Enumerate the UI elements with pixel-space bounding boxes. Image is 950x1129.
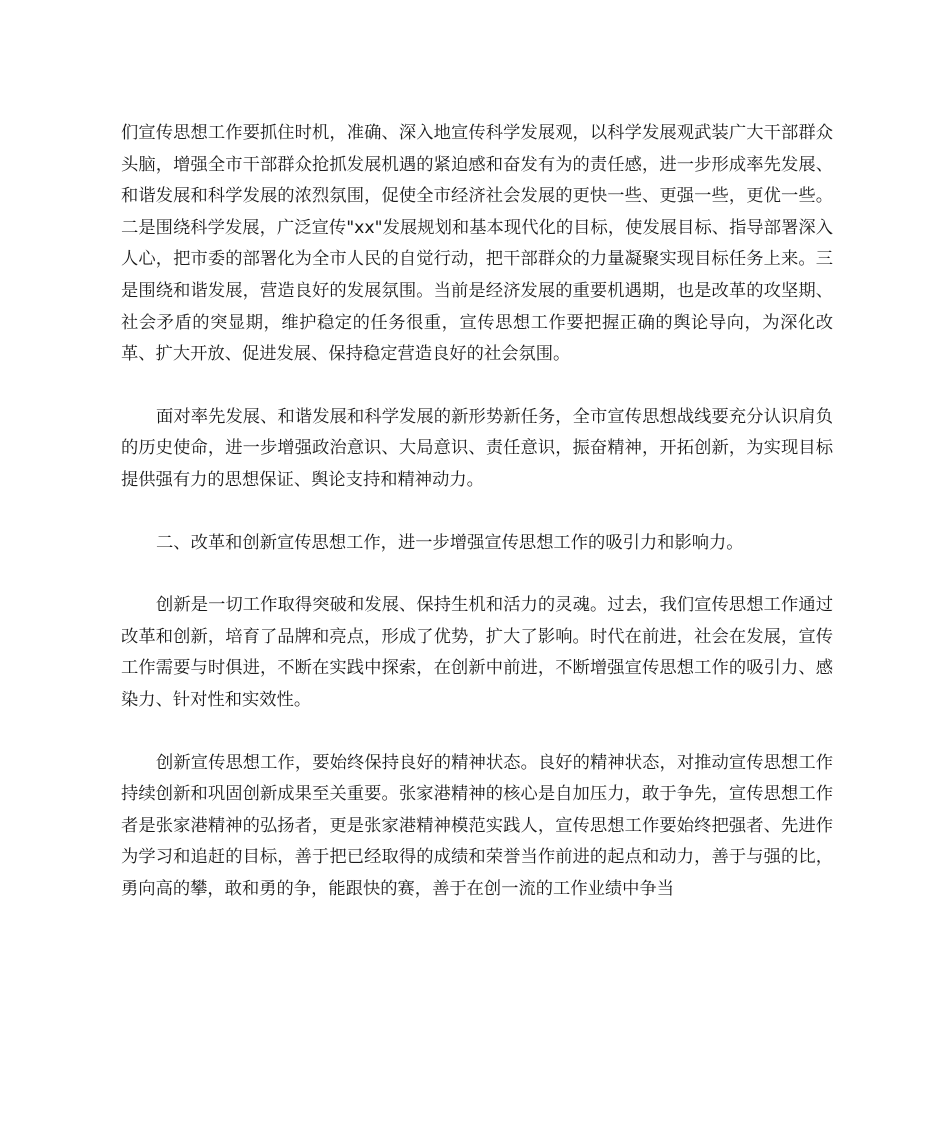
paragraph-innovation: 创新是一切工作取得突破和发展、保持生机和活力的灵魂。过去，我们宣传思想工作通过改革和创新，培育了品牌和亮点，形成了优势，扩大了影响。时代在前进，社会在发展，宣传工作需要与时俱进，不断在实践中探索，在创新中前进，不断增强宣传思想工作的吸引力、感染力、针对性和实效性。 (121, 595, 833, 710)
document-page (121, 118, 833, 905)
section-heading-reform: 二、改革和创新宣传思想工作，进一步增强宣传思想工作的吸引力和影响力。 (156, 532, 744, 553)
paragraph-spirit: 创新宣传思想工作，要始终保持良好的精神状态。良好的精神状态，对推动宣传思想工作持续创新和巩固创新成果至关重要。张家港精神的核心是自加压力，敢于争先，宣传思想工作者是张家港精神的弘扬者，更是张家港精神模范实践人，宣传思想工作要始终把强者、先进作为学习和追赶的目标，善于把已经取得的成绩和荣誉当作前进的起点和动力，善于与强的比，勇向高的攀，敢和勇的争，能跟快的赛，善于在创一流的工作业绩中争当 (121, 752, 833, 899)
paragraph-continuation: 们宣传思想工作要抓住时机，准确、深入地宣传科学发展观，以科学发展观武装广大干部群众头脑，增强全市干部群众抢抓发展机遇的紧迫感和奋发有为的责任感，进一步形成率先发展、和谐发展和科学发展的浓烈氛围，促使全市经济社会发展的更快一些、更强一些，更优一些。二是围绕科学发展，广泛宣传"xx"发展规划和基本现代化的目标，使发展目标、指导部署深入人心，把市委的部署化为全市人民的自觉行动，把干部群众的力量凝聚实现目标任务上来。三是围绕和谐发展，营造良好的发展氛围。当前是经济发展的重要机遇期，也是改革的攻坚期、社会矛盾的突显期，维护稳定的任务很重，宣传思想工作要把握正确的舆论导向，为深化改革、扩大开放、促进发展、保持稳定营造良好的社会氛围。 (121, 123, 833, 365)
paragraph-mission: 面对率先发展、和谐发展和科学发展的新形势新任务，全市宣传思想战线要充分认识肩负的历史使命，进一步增强政治意识、大局意识、责任意识，振奋精神，开拓创新，为实现目标提供强有力的思想保证、舆论支持和精神动力。 (121, 406, 833, 490)
